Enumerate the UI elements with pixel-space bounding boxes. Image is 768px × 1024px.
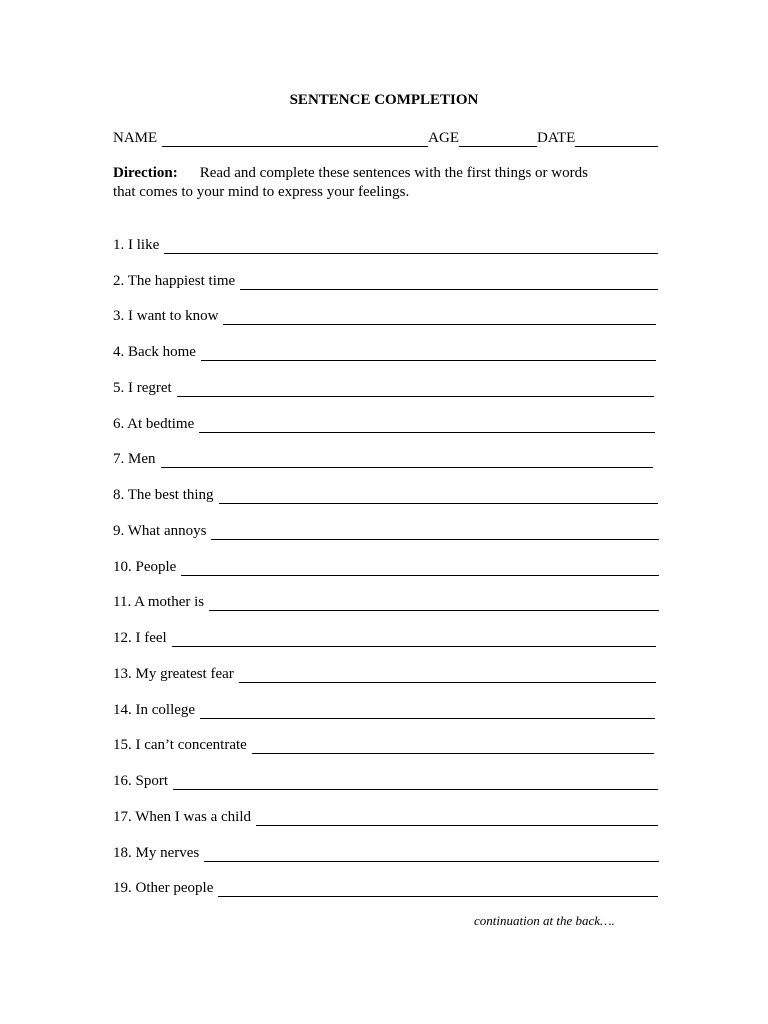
direction-text-line-1: Read and complete these sentences with the first things or words [199, 165, 588, 181]
direction-label: Direction: [113, 165, 178, 181]
answer-line[interactable] [256, 825, 658, 826]
date-label: DATE [537, 130, 576, 146]
answer-line[interactable] [173, 789, 658, 790]
answer-line[interactable] [209, 610, 659, 611]
sentence-prompt: 12. I feel [113, 630, 167, 646]
list-item [113, 879, 659, 915]
answer-line[interactable] [211, 539, 659, 540]
age-label: AGE [428, 130, 459, 146]
continuation-note: continuation at the back…. [474, 913, 615, 928]
list-item [113, 664, 659, 700]
list-item [113, 843, 659, 879]
answer-line[interactable] [223, 324, 656, 325]
direction-text-line-2: that comes to your mind to express your feelings. [113, 184, 410, 200]
list-item [113, 378, 659, 414]
sentence-prompt: 3. I want to know [113, 308, 219, 325]
list-item [113, 736, 659, 772]
answer-line[interactable] [177, 396, 654, 397]
answer-line[interactable] [172, 646, 656, 647]
sentence-prompt: 9. What annoys [113, 522, 207, 539]
list-item [113, 235, 659, 271]
answer-line[interactable] [199, 432, 655, 433]
sentence-prompt: 10. People [113, 558, 177, 575]
list-item [113, 628, 659, 664]
sentence-prompt: 6. At bedtime [113, 415, 195, 432]
sentence-prompt: 4. Back home [113, 344, 196, 360]
sentence-prompt: 11. A mother is [113, 594, 205, 611]
list-item [113, 414, 659, 450]
sentence-prompt: 1. I like [113, 236, 160, 253]
sentence-prompt: 19. Other people [113, 880, 214, 897]
age-field[interactable] [459, 132, 537, 147]
sentence-prompt: 15. I can’t concentrate [113, 737, 247, 754]
answer-line[interactable] [219, 503, 658, 504]
sentence-prompt: 7. Men [113, 451, 156, 468]
answer-line[interactable] [164, 253, 658, 254]
sentence-prompt: 14. In college [113, 701, 196, 718]
answer-line[interactable] [218, 896, 658, 897]
list-item [113, 557, 659, 593]
sentence-prompt: 5. I regret [113, 379, 172, 396]
list-item [113, 450, 659, 486]
list-item [113, 342, 659, 378]
sentence-prompt: 8. The best thing [113, 487, 214, 503]
list-item [113, 307, 659, 343]
sentence-prompt: 13. My greatest fear [113, 665, 234, 682]
answer-line[interactable] [181, 575, 659, 576]
sentence-prompt: 17. When I was a child [113, 808, 252, 825]
sentence-list [113, 235, 659, 914]
answer-line[interactable] [200, 718, 655, 719]
sentence-prompt: 18. My nerves [113, 844, 200, 861]
sentence-prompt: 16. Sport [113, 773, 169, 789]
direction-block [113, 164, 613, 202]
list-item [113, 771, 659, 807]
list-item [113, 485, 659, 521]
name-label: NAME [113, 130, 158, 146]
answer-line[interactable] [252, 753, 654, 754]
student-info-row [113, 129, 658, 147]
sentence-prompt: 2. The happiest time [113, 272, 236, 289]
name-field[interactable] [162, 132, 428, 147]
answer-line[interactable] [239, 682, 656, 683]
list-item [113, 593, 659, 629]
answer-line[interactable] [161, 467, 654, 468]
answer-line[interactable] [240, 289, 658, 290]
list-item [113, 700, 659, 736]
page-title: SENTENCE COMPLETION [289, 92, 479, 108]
answer-line[interactable] [201, 360, 656, 361]
date-field[interactable] [575, 132, 658, 147]
answer-line[interactable] [204, 861, 659, 862]
list-item [113, 807, 659, 843]
list-item [113, 521, 659, 557]
list-item [113, 271, 659, 307]
